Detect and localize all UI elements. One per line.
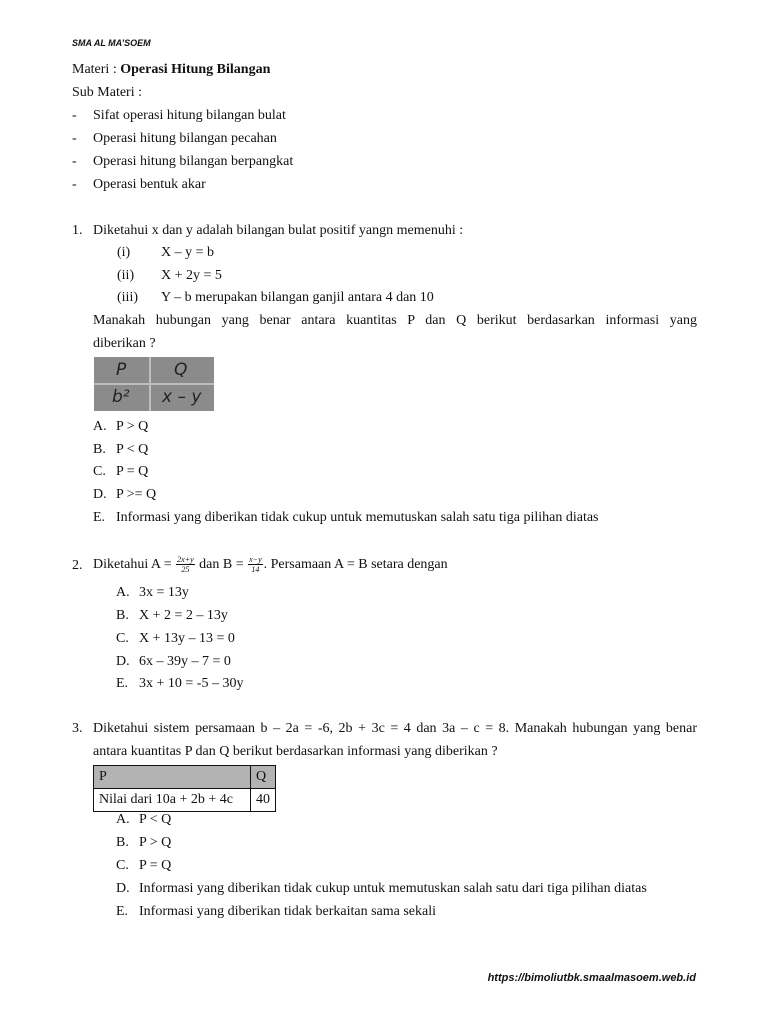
q1-option-text: P >= Q [116, 487, 157, 502]
materi-label: Materi : [72, 62, 117, 77]
q1-option-text: P > Q [116, 419, 149, 434]
q1-option-letter: E. [93, 510, 106, 525]
q3-table-q-head: Q [251, 766, 276, 789]
q3-option-letter: D. [116, 881, 130, 896]
materi-title: Operasi Hitung Bilangan [120, 62, 271, 77]
q1-condition-text: X – y = b [161, 245, 215, 260]
q1-comparison-table-image [94, 357, 214, 411]
table-header-row [94, 766, 276, 789]
q1-condition-label: (ii) [117, 268, 135, 283]
q2-option-text: X + 2 = 2 – 13y [139, 608, 228, 623]
q1-option-letter: B. [93, 442, 106, 457]
bullet-dash: - [72, 177, 77, 192]
q3-option-text: P > Q [139, 835, 172, 850]
q2-option-text: X + 13y – 13 = 0 [139, 631, 235, 646]
q2-text-c: . Persamaan A = B setara dengan [263, 557, 448, 572]
q2-option-letter: E. [116, 676, 129, 691]
table-row [94, 789, 276, 812]
q1-question-line1: Manakah hubungan yang benar antara kuantitas P dan Q berikut berdasarkan informasi yang [93, 313, 697, 328]
q1-option-letter: C. [93, 464, 106, 479]
sub-item: Operasi hitung bilangan pecahan [93, 131, 277, 146]
sub-item: Operasi hitung bilangan berpangkat [93, 154, 294, 169]
fraction-a [176, 555, 195, 574]
q2-option-letter: B. [116, 608, 129, 623]
sub-item: Operasi bentuk akar [93, 177, 206, 192]
q1-condition-text: Y – b merupakan bilangan ganjil antara 4 dan 10 [161, 290, 434, 305]
fraction-a-numerator: 2x+y [177, 555, 194, 565]
q2-option-letter: C. [116, 631, 129, 646]
q1-table-q-value: x – y [162, 387, 202, 407]
q3-table-p-head: P [94, 766, 251, 789]
q1-table-p-head: P [116, 360, 127, 380]
materi-line [72, 61, 270, 79]
bullet-dash: - [72, 131, 77, 146]
sub-item: Sifat operasi hitung bilangan bulat [93, 108, 286, 123]
fraction-b-numerator: x−y [249, 555, 262, 565]
q2-option-text: 3x = 13y [139, 585, 189, 600]
q1-condition-text: X + 2y = 5 [161, 268, 222, 283]
table-divider [149, 357, 151, 411]
q2-option-text: 6x – 39y – 7 = 0 [139, 654, 231, 669]
q2-option-text: 3x + 10 = -5 – 30y [139, 676, 244, 691]
q1-option-letter: D. [93, 487, 107, 502]
q1-text: Diketahui x dan y adalah bilangan bulat positif yangn memenuhi : [93, 223, 464, 238]
q3-option-text: Informasi yang diberikan tidak cukup untuk memutuskan salah satu dari tiga pilihan diatas [139, 881, 647, 896]
q1-table-q-head: Q [174, 360, 188, 380]
school-header: SMA AL MA’SOEM [72, 38, 151, 48]
q1-number: 1. [72, 223, 83, 238]
table-divider [94, 383, 214, 385]
q3-option-letter: C. [116, 858, 129, 873]
q3-option-text: Informasi yang diberikan tidak berkaitan sama sekali [139, 904, 437, 919]
q1-option-letter: A. [93, 419, 107, 434]
footer-url: https://bimoliutbk.smaalmasoem.web.id [487, 972, 696, 984]
q2-option-letter: A. [116, 585, 130, 600]
q2-option-letter: D. [116, 654, 130, 669]
q3-option-text: P = Q [139, 858, 172, 873]
q1-question-line2: diberikan ? [93, 336, 156, 351]
q1-condition-label: (i) [117, 245, 131, 260]
q3-option-letter: B. [116, 835, 129, 850]
sub-materi-label: Sub Materi : [72, 85, 142, 100]
q3-number: 3. [72, 721, 83, 736]
q3-line1: Diketahui sistem persamaan b – 2a = -6, 2b + 3c = 4 dan 3a – c = 8. Manakah hubungan yang benar [93, 721, 697, 736]
q1-option-text: P = Q [116, 464, 149, 479]
q3-table-p-value: Nilai dari 10a + 2b + 4c [94, 789, 251, 812]
q3-line2: antara kuantitas P dan Q berikut berdasarkan informasi yang diberikan ? [93, 744, 498, 759]
bullet-dash: - [72, 154, 77, 169]
q2-text [93, 552, 448, 578]
fraction-a-denominator: 25 [181, 565, 190, 575]
q3-table-q-value: 40 [251, 789, 276, 812]
q2-text-a: Diketahui A = [93, 557, 172, 572]
fraction-b-denominator: 14 [251, 565, 260, 575]
q1-table-p-value: b² [112, 387, 130, 407]
q1-option-text: P < Q [116, 442, 149, 457]
q1-condition-label: (iii) [117, 290, 138, 305]
q3-option-letter: E. [116, 904, 129, 919]
q1-option-text: Informasi yang diberikan tidak cukup untuk memutuskan salah satu tiga pilihan diatas [116, 510, 599, 525]
q2-text-b: dan B = [199, 557, 244, 572]
q3-option-text: P < Q [139, 812, 172, 827]
q3-comparison-table [93, 765, 276, 812]
bullet-dash: - [72, 108, 77, 123]
q2-number: 2. [72, 558, 83, 573]
fraction-b [248, 555, 263, 574]
q3-option-letter: A. [116, 812, 130, 827]
